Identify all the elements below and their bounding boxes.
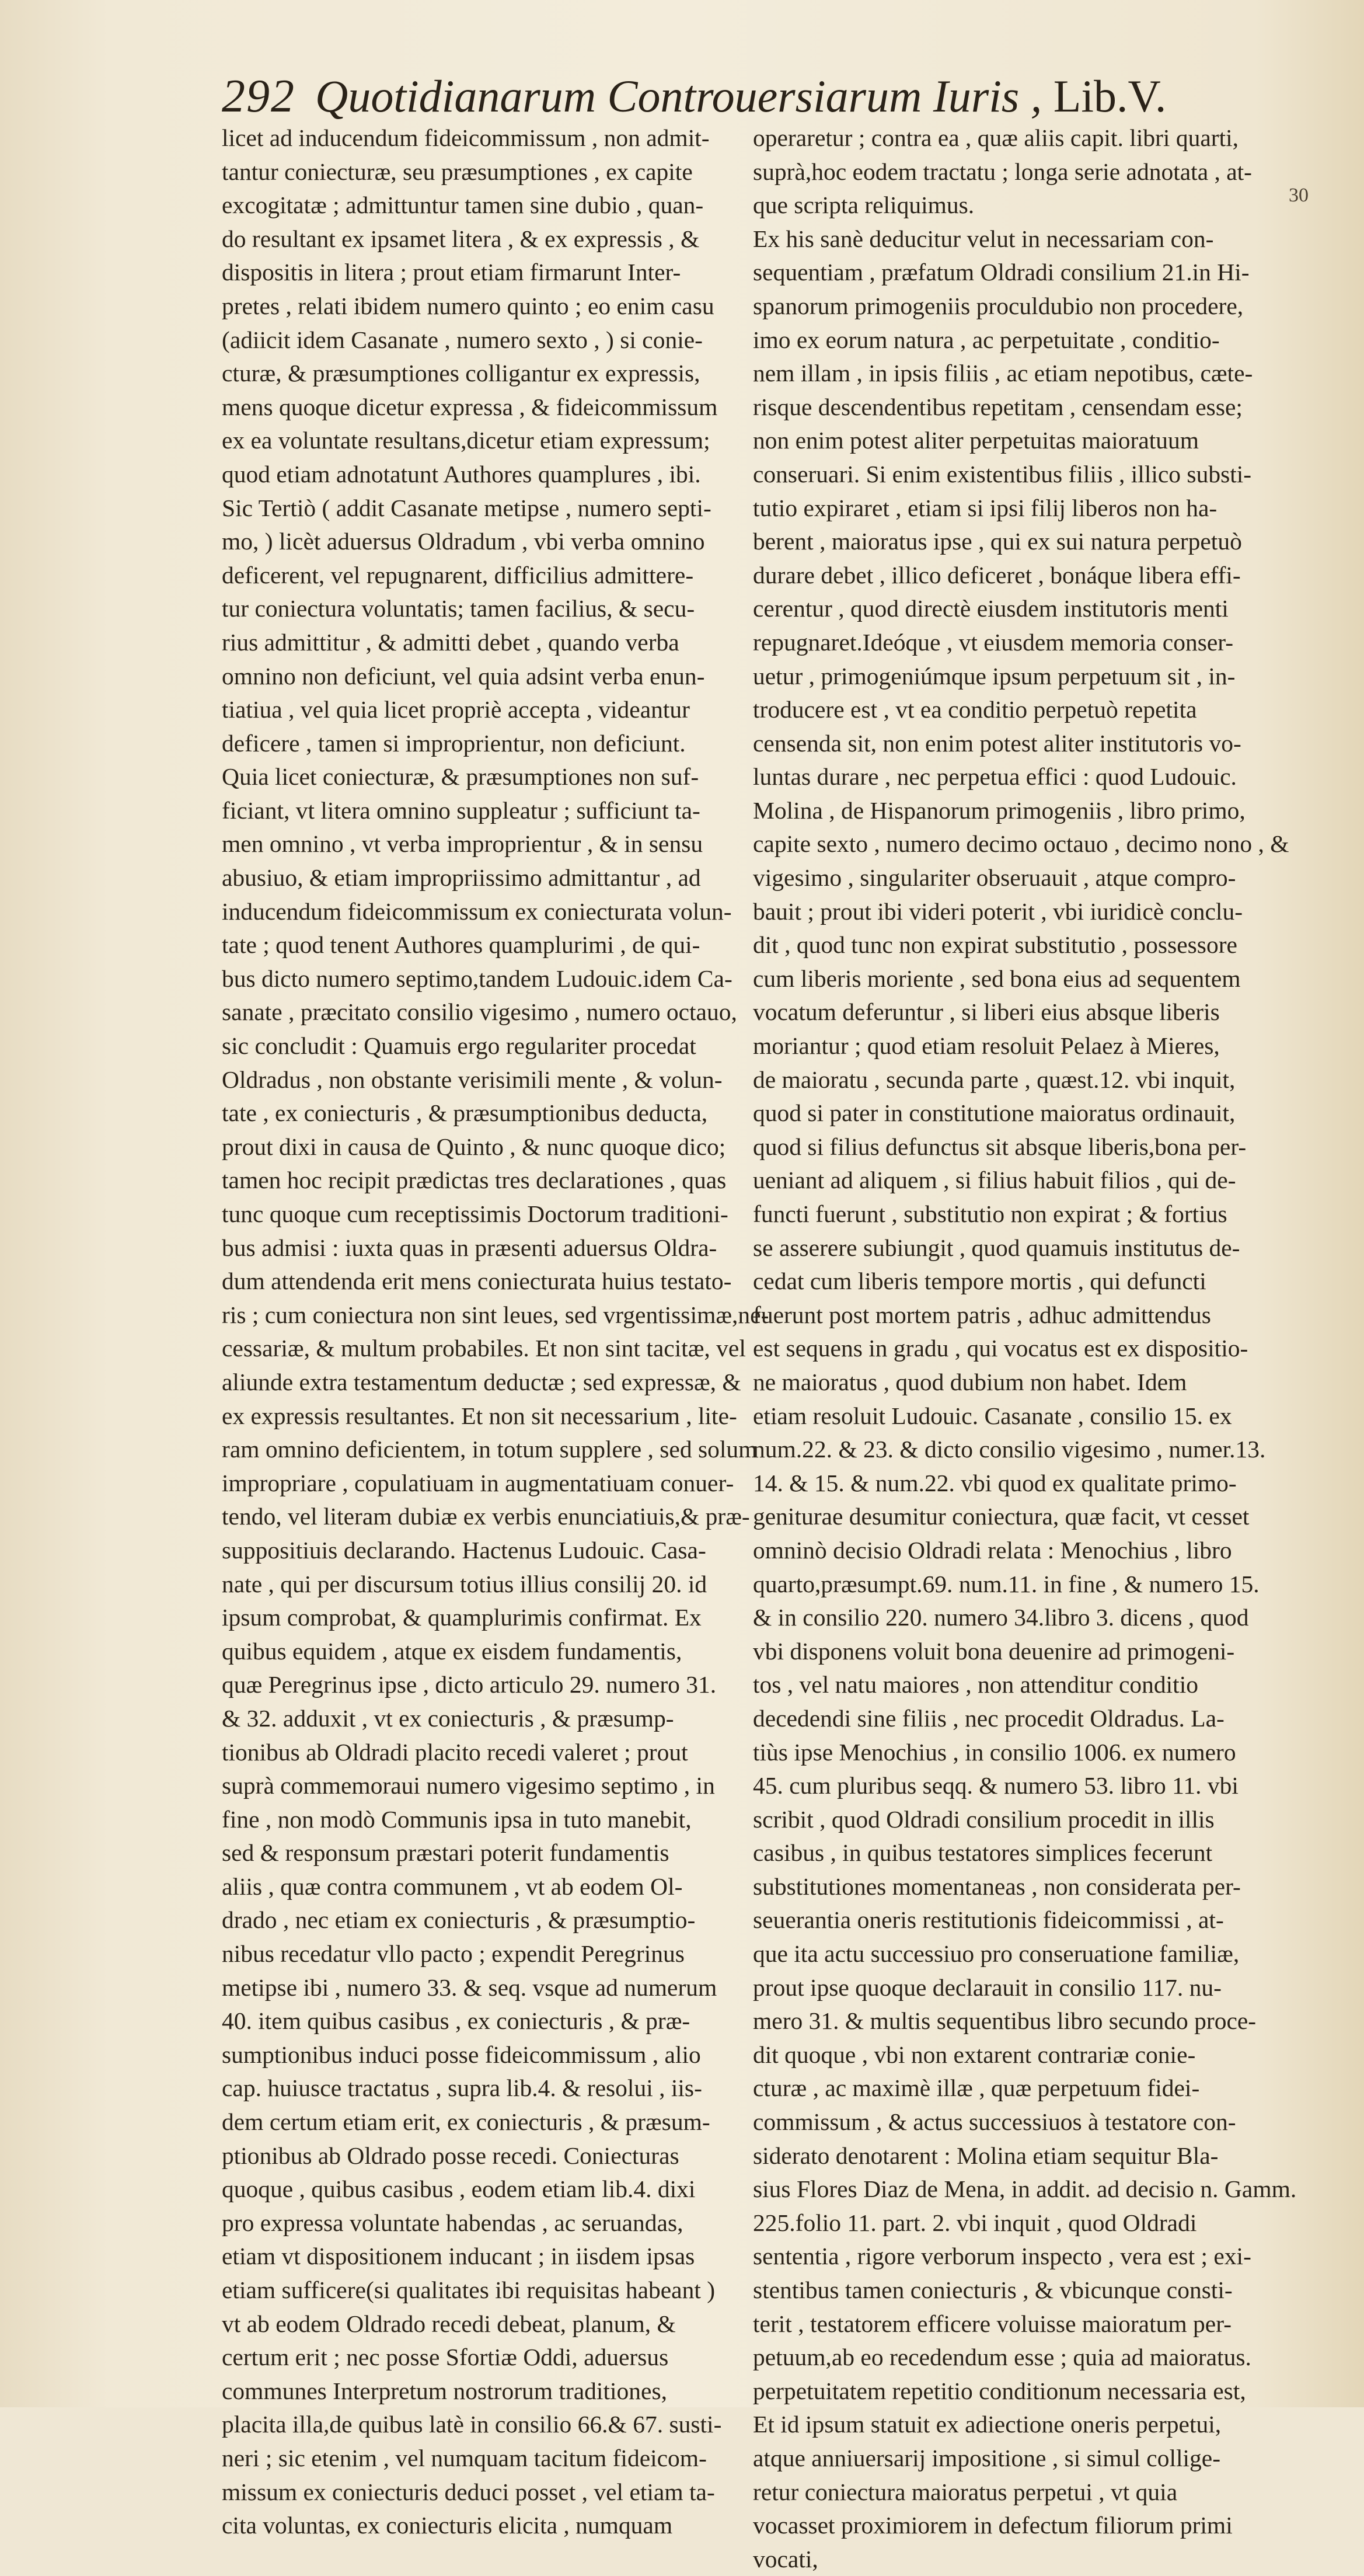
text-line: cita voluntas, ex coniecturis elicita , numquam — [222, 2512, 673, 2539]
text-line: operaretur ; contra ea , quæ aliis capit. libri quarti, — [753, 124, 1239, 151]
text-line: inducendum fideicommissum ex coniecturata volun- — [222, 897, 732, 925]
text-line: quod si pater in constitutione maioratus ordinauit, — [753, 1099, 1236, 1127]
text-line: communes Interpretum nostrorum traditiones, — [222, 2377, 667, 2404]
text-line: siderato denotarent : Molina etiam sequitur Bla- — [753, 2142, 1219, 2169]
margin-line-number: 30 — [1289, 185, 1309, 206]
text-line: moriantur ; quod etiam resoluit Pelaez à Mieres, — [753, 1032, 1220, 1060]
text-line: sanate , præcitato consilio vigesimo , numero octauo, — [222, 998, 737, 1026]
text-line: certum erit ; nec posse Sfortiæ Oddi, aduersus — [222, 2344, 669, 2371]
text-line: retur coniectura maioratus perpetui , vt quia — [753, 2478, 1178, 2505]
text-line: ris ; cum coniectura non sint leues, sed vrgentissimæ,ne- — [222, 1301, 769, 1328]
text-line: cap. huiusce tractatus , supra lib.4. & resolui , iis- — [222, 2074, 702, 2102]
text-line: dem certum etiam erit, ex coniecturis , & præsum- — [222, 2108, 710, 2136]
text-line: spanorum primogeniis proculdubio non procedere, — [753, 292, 1244, 319]
text-line: men omnino , vt verba improprientur , & in sensu — [222, 830, 703, 858]
text-line: capite sexto , numero decimo octauo , decimo nono , & — [753, 830, 1289, 858]
text-line: imo ex eorum natura , ac perpetuitate , conditio- — [753, 326, 1220, 353]
running-title-text: Quotidianarum Controuersiarum Iuris , — [315, 71, 1042, 121]
text-line: sequentiam , præfatum Oldradi consilium 21.in Hi- — [753, 259, 1250, 286]
text-line: berent , maioratus ipse , qui ex sui natura perpetuò — [753, 528, 1242, 555]
text-line: non enim potest aliter perpetuitas maioratuum — [753, 427, 1199, 454]
text-line: licet ad inducendum fideicommissum , non admit- — [222, 124, 710, 151]
text-line: pro expressa voluntate habendas , ac seruandas, — [222, 2209, 683, 2236]
text-line: mens quoque dicetur expressa , & fideicommissum — [222, 393, 718, 420]
text-line: sumptionibus induci posse fideicommissum , alio — [222, 2041, 701, 2068]
text-line: terit , testatorem efficere voluisse maioratum per- — [753, 2310, 1232, 2337]
text-line: (adiicit idem Casanate , numero sexto , ) si conie- — [222, 326, 703, 353]
text-line: risque descendentibus repetitam , censendam esse; — [753, 393, 1243, 420]
text-line: vt ab eodem Oldrado recedi debeat, planum, & — [222, 2310, 676, 2337]
text-line: sius Flores Diaz de Mena, in addit. ad decisio n. Gamm. — [753, 2175, 1297, 2203]
text-line: quarto,præsumpt.69. num.11. in fine , & numero 15. — [753, 1570, 1260, 1597]
text-line: tamen hoc recipit prædictas tres declarationes , quas — [222, 1167, 727, 1194]
text-line: bus admisi : iuxta quas in præsenti aduersus Oldra- — [222, 1234, 717, 1261]
text-line: Sic Tertiò ( addit Casanate metipse , numero septi- — [222, 494, 711, 521]
text-line: dispositis in litera ; prout etiam firmarunt Inter- — [222, 259, 681, 286]
text-line: tiùs ipse Menochius , in consilio 1006. ex numero — [753, 1738, 1236, 1766]
text-line: bus dicto numero septimo,tandem Ludouic.idem Ca- — [222, 965, 732, 992]
text-line: do resultant ex ipsamet litera , & ex expressis , & — [222, 225, 700, 252]
text-line: uetur , primogeniúmque ipsum perpetuum sit , in- — [753, 662, 1236, 690]
text-line: vocatum deferuntur , si liberi eius absque liberis — [753, 998, 1220, 1026]
text-line: nem illam , in ipsis filiis , ac etiam nepotibus, cæte- — [753, 360, 1253, 387]
text-line: tate ; quod tenent Authores quamplurimi , de qui- — [222, 931, 700, 959]
text-line: prout ipse quoque declarauit in consilio 117. nu- — [753, 1973, 1222, 2001]
text-line: de maioratu , secunda parte , quæst.12. vbi inquit, — [753, 1066, 1236, 1093]
text-line: tate , ex coniecturis , & præsumptionibus deducta, — [222, 1099, 708, 1127]
text-line: excogitatæ ; admittuntur tamen sine dubio , quan- — [222, 192, 704, 219]
text-line: quæ Peregrinus ipse , dicto articulo 29. numero 31. — [222, 1671, 717, 1698]
text-line: aliunde extra testamentum deductæ ; sed expressæ, & — [222, 1368, 741, 1395]
text-line: 225.folio 11. part. 2. vbi inquit , quod Oldradi — [753, 2209, 1197, 2236]
text-line: bauit ; prout ibi videri poterit , vbi iuridicè conclu- — [753, 897, 1243, 925]
text-line: ram omnino deficientem, in totum supplere , sed solum — [222, 1436, 758, 1463]
text-line: & 32. adduxit , vt ex coniecturis , & præsump- — [222, 1704, 674, 1732]
text-line: Ex his sanè deducitur velut in necessariam con- — [753, 225, 1214, 252]
text-line: conseruari. Si enim existentibus filiis , illico substi- — [753, 460, 1252, 488]
text-line: que scripta reliquimus. — [753, 192, 975, 219]
text-line: nibus recedatur vllo pacto ; expendit Peregrinus — [222, 1940, 685, 1968]
text-line: etiam sufficere(si qualitates ibi requisitas habeant ) — [222, 2276, 716, 2303]
text-line: cturæ, & præsumptiones colligantur ex expressis, — [222, 360, 700, 387]
text-line: ficiant, vt litera omnino suppleatur ; sufficiunt ta- — [222, 796, 700, 824]
text-line: 40. item quibus casibus , ex coniecturis , & præ- — [222, 2007, 690, 2035]
text-line: sic concludit : Quamuis ergo regulariter procedat — [222, 1032, 696, 1060]
text-line: luntas durare , nec perpetua effici : quod Ludouic. — [753, 763, 1237, 791]
text-line: tur coniectura voluntatis; tamen facilius, & secu- — [222, 595, 695, 622]
text-line: cturæ , ac maximè illæ , quæ perpetuum fidei- — [753, 2074, 1200, 2102]
left-text-column — [222, 121, 769, 2543]
text-line: neri ; sic etenim , vel numquam tacitum fideicom- — [222, 2444, 707, 2471]
text-line: tos , vel natu maiores , non attenditur conditio — [753, 1671, 1198, 1698]
text-line: deficerent, vel repugnarent, difficilius admittere- — [222, 561, 694, 589]
text-line: cedat cum liberis tempore mortis , qui defuncti — [753, 1268, 1206, 1295]
text-line: stentibus tamen coniecturis , & vbicunque consti- — [753, 2276, 1233, 2303]
text-line: geniturae desumitur coniectura, quæ facit, vt cesset — [753, 1503, 1250, 1530]
text-line: suppositiuis declarando. Hactenus Ludouic. Casa- — [222, 1536, 706, 1564]
text-line: cessariæ, & multum probabiles. Et non sint tacitæ, vel — [222, 1335, 746, 1362]
text-line: atque anniuersarij impositione , si simul collige- — [753, 2444, 1221, 2471]
text-line: aliis , quæ contra communem , vt ab eodem Ol- — [222, 1872, 683, 1900]
text-line: mo, ) licèt aduersus Oldradum , vbi verba omnino — [222, 528, 705, 555]
text-line: que ita actu successiuo pro conseruatione familiæ, — [753, 1940, 1240, 1968]
text-line: pretes , relati ibidem numero quinto ; eo enim casu — [222, 292, 714, 319]
text-line: suprà commemoraui numero vigesimo septimo , in — [222, 1772, 715, 1799]
text-line: sententia , rigore verborum inspecto , vera est ; exi- — [753, 2243, 1251, 2270]
text-line: decedendi sine filiis , nec procedit Oldradus. La- — [753, 1704, 1225, 1732]
text-line: tantur coniecturæ, seu præsumptiones , ex capite — [222, 158, 693, 185]
text-line: scribit , quod Oldradi consilium procedit in illis — [753, 1805, 1215, 1833]
text-line: vigesimo , singulariter obseruauit , atque compro- — [753, 864, 1236, 892]
text-line: censenda sit, non enim potest aliter institutoris vo- — [753, 729, 1241, 757]
text-line: fuerunt post mortem patris , adhuc admittendus — [753, 1301, 1211, 1328]
text-line: seuerantia oneris restitutionis fideicommissi , at- — [753, 1906, 1224, 1934]
text-line: nate , qui per discursum totius illius consilij 20. id — [222, 1570, 707, 1597]
text-line: dit , quod tunc non expirat substitutio , possessore — [753, 931, 1237, 959]
text-line: ueniant ad aliquem , si filius habuit filios , qui de- — [753, 1167, 1236, 1194]
text-line: Molina , de Hispanorum primogeniis , libro primo, — [753, 796, 1246, 824]
text-line: suprà,hoc eodem tractatu ; longa serie adnotata , at- — [753, 158, 1253, 185]
page-number: 292 — [222, 71, 295, 122]
text-line: tutio expiraret , etiam si ipsi filij liberos non ha- — [753, 494, 1218, 521]
text-line: 45. cum pluribus seqq. & numero 53. libro 11. vbi — [753, 1772, 1239, 1799]
text-line: quod etiam adnotatunt Authores quamplures , ibi. — [222, 460, 701, 488]
text-line: quoque , quibus casibus , eodem etiam lib.4. dixi — [222, 2175, 696, 2203]
text-line: drado , nec etiam ex coniecturis , & præsumptio- — [222, 1906, 696, 1934]
text-line: metipse ibi , numero 33. & seq. vsque ad numerum — [222, 1973, 717, 2001]
text-line: ne maioratus , quod dubium non habet. Idem — [753, 1368, 1187, 1395]
right-text-column — [753, 121, 1297, 2576]
text-line: tionibus ab Oldradi placito recedi valeret ; prout — [222, 1738, 688, 1766]
text-line: durare debet , illico deficeret , bonáque libera effi- — [753, 561, 1241, 589]
text-line: dum attendenda erit mens coniecturata huius testato- — [222, 1268, 732, 1295]
text-line: commissum , & actus successiuos à testatore con- — [753, 2108, 1236, 2136]
text-line: abusiuo, & etiam impropriissimo admittantur , ad — [222, 864, 701, 892]
text-line: impropriare , copulatiuam in augmentatiuam conuer- — [222, 1469, 734, 1496]
running-title — [315, 70, 1166, 123]
text-line: ex expressis resultantes. Et non sit necessarium , lite- — [222, 1402, 737, 1429]
text-line: repugnaret.Ideóque , vt eiusdem memoria conser- — [753, 628, 1234, 656]
text-line: tunc quoque cum receptissimis Doctorum traditioni- — [222, 1200, 728, 1227]
text-line: prout dixi in causa de Quinto , & nunc quoque dico; — [222, 1133, 726, 1160]
text-line: cerentur , quod directè eiusdem institutoris menti — [753, 595, 1229, 622]
text-line: etiam resoluit Ludouic. Casanate , consilio 15. ex — [753, 1402, 1232, 1429]
text-line: num.22. & 23. & dicto consilio vigesimo , numer.13. — [753, 1436, 1266, 1463]
text-line: fine , non modò Communis ipsa in tuto manebit, — [222, 1805, 692, 1833]
text-line: omninò decisio Oldradi relata : Menochius , libro — [753, 1536, 1232, 1564]
text-line: etiam vt dispositionem inducant ; in iisdem ipsas — [222, 2243, 695, 2270]
text-line: troducere est , vt ea conditio perpetuò repetita — [753, 696, 1197, 723]
running-book-label: Lib.V. — [1053, 71, 1167, 121]
text-line: vocasset proximiorem in defectum filiorum primi — [753, 2512, 1233, 2539]
text-line: perpetuitatem repetitio conditionum necessaria est, — [753, 2377, 1246, 2404]
text-line: substitutiones momentaneas , non considerata per- — [753, 1872, 1241, 1900]
text-line: quibus equidem , atque ex eisdem fundamentis, — [222, 1637, 682, 1665]
text-line: cum liberis moriente , sed bona eius ad sequentem — [753, 965, 1241, 992]
text-line: dit quoque , vbi non extarent contrariæ conie- — [753, 2041, 1196, 2068]
text-line: tendo, vel literam dubiæ ex verbis enunciatiuis,& præ- — [222, 1503, 750, 1530]
text-line: rius admittitur , & admitti debet , quando verba — [222, 628, 679, 656]
text-line: vbi disponens voluit bona deuenire ad primogeni- — [753, 1637, 1235, 1665]
text-line: mero 31. & multis sequentibus libro secundo proce- — [753, 2007, 1257, 2035]
text-line: se asserere subiungit , quod quamuis institutus de- — [753, 1234, 1240, 1261]
text-line: omnino non deficiunt, vel quia adsint verba enun- — [222, 662, 705, 690]
text-line: ipsum comprobat, & quamplurimis confirmat. Ex — [222, 1604, 702, 1631]
text-line: placita illa,de quibus latè in consilio 66.& 67. susti- — [222, 2411, 722, 2438]
text-line: Quia licet coniecturæ, & præsumptiones non suf- — [222, 763, 699, 791]
text-line: casibus , in quibus testatores simplices fecerunt — [753, 1839, 1213, 1867]
text-line: ptionibus ab Oldrado posse recedi. Coniecturas — [222, 2142, 679, 2169]
text-line: sed & responsum præstari poterit fundamentis — [222, 1839, 669, 1867]
text-line: vocati, — [753, 2545, 818, 2572]
text-line: petuum,ab eo recedendum esse ; quia ad maioratus. — [753, 2344, 1251, 2371]
text-line: ex ea voluntate resultans,dicetur etiam expressum; — [222, 427, 710, 454]
text-line: 14. & 15. & num.22. vbi quod ex qualitate primo- — [753, 1469, 1237, 1496]
text-line: Et id ipsum statuit ex adiectione oneris perpetui, — [753, 2411, 1222, 2438]
text-line: missum ex coniecturis deduci posset , vel etiam ta- — [222, 2478, 715, 2505]
page-header — [222, 70, 1243, 126]
text-line: & in consilio 220. numero 34.libro 3. dicens , quod — [753, 1604, 1249, 1631]
text-line: est sequens in gradu , qui vocatus est ex dispositio- — [753, 1335, 1248, 1362]
text-line: Oldradus , non obstante verisimili mente , & volun- — [222, 1066, 723, 1093]
text-line: quod si filius defunctus sit absque liberis,bona per- — [753, 1133, 1247, 1160]
text-line: deficere , tamen si improprientur, non deficiunt. — [222, 729, 686, 757]
text-line: functi fuerunt , substitutio non expirat ; & fortius — [753, 1200, 1227, 1227]
text-line: tiatiua , vel quia licet propriè accepta , videantur — [222, 696, 690, 723]
